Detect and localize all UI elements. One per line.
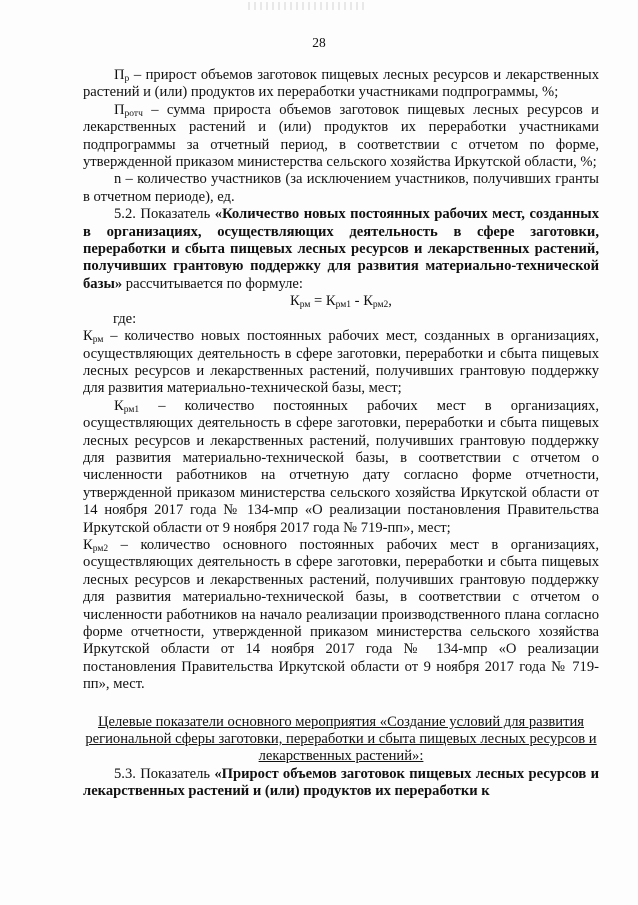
indicator-title: «Количество новых постоянных рабочих мест, созданных в организациях, осуществляющих деятельность в сфере заготовки, переработки и сбыта пищевых лесных ресурсов и лекарственных растений, получивших грантовую поддержку для развития материально-технической базы» [83,206,600,292]
indicator-lead: 5.3. Показатель [114,765,215,782]
section-heading [83,714,599,766]
formula-subscript: рм [299,300,311,311]
formula-subscript: рм1 [335,300,352,311]
symbol: К [114,397,124,414]
definition-n: n – количество участников (за исключением участников, получивших гранты в отчетном периоде), ед. [83,171,599,205]
indicator-title: «Прирост объемов заготовок пищевых лесных ресурсов и лекарственных растений и (или) продуктов их переработки к [83,765,599,800]
definition-text: – количество основного постоянных рабочих мест в организациях, осуществляющих деятельность в сфере заготовки, переработки и сбыта пищевых лесных ресурсов и лекарственных растений, получивших грантовую поддержку для развития материально-технической базы, в соответствии с отчетом о численности работников на начало реализации производственного плана согласно форме отчетности, утвержденной приказом министерства сельского хозяйства Иркутской области от 14 ноября 2017 года № 134-мпр «О реализации постановления Правительства Иркутской области от 9 ноября 2017 года № 719-пп», мест. [83,536,599,693]
definition-protch [83,102,599,172]
symbol-subscript: рм [92,335,104,346]
symbol: К [83,328,93,345]
definition-krm [83,328,599,398]
page-number: 28 [312,35,326,50]
formula-symbol: = К [310,293,336,310]
indicator-lead: 5.2. Показатель [114,206,215,223]
definition-text: – количество новых постоянных рабочих мест, созданных в организациях, осуществляющих деятельность в сфере заготовки, переработки и сбыта пищевых лесных ресурсов и лекарственных растений, получивших грантовую поддержку для развития материально-технической базы, мест; [83,328,599,397]
formula-symbol: К [290,293,300,310]
indicator-5-3 [83,766,599,801]
formula [83,293,599,310]
symbol-subscript: рм2 [92,543,109,554]
symbol: П [114,67,125,83]
formula-subscript: рм2 [372,300,389,311]
indicator-5-2 [83,206,599,293]
symbol: П [114,101,125,118]
section-heading-text: Целевые показатели основного мероприятия «Создание условий для развития региональной сферы заготовки, переработки и сбыта пищевых лесных ресурсов и лекарственных растений»: [85,713,597,765]
formula-punct: , [388,293,392,310]
definition-krm1 [83,398,599,537]
formula-symbol: - К [351,293,373,310]
symbol: К [83,536,93,553]
definition-text: – сумма прироста объемов заготовок пищевых лесных ресурсов и лекарственных растений и (или) продуктов их переработки участниками подпрограммы за отчетный период, в соответствии с отчетом по форме, утвержденной приказом министерства сельского хозяйства Иркутской области, %; [83,101,599,171]
document-body [83,67,599,801]
scan-artifact [248,2,368,10]
definition-text: – прирост объемов заготовок пищевых лесных ресурсов и лекарственных растений и (или) продуктов их переработки участниками подпрограммы, %; [83,67,599,101]
indicator-tail: рассчитывается по формуле: [122,275,303,292]
symbol-subscript: р [124,74,130,84]
definition-pr [83,67,599,102]
where-label: где: [113,310,137,327]
section-gap [83,694,599,714]
symbol-subscript: ротч [124,108,143,119]
definition-krm2 [83,537,599,694]
symbol-subscript: рм1 [123,404,140,415]
definition-text: – количество постоянных рабочих мест в организациях, осуществляющих деятельность в сфере заготовки, переработки и сбыта пищевых лесных ресурсов и лекарственных растений, получивших грантовую поддержку для развития материально-технической базы, в соответствии с отчетом о численности работников на отчетную дату согласно форме отчетности, утвержденной приказом министерства сельского хозяйства Иркутской области от 14 ноября 2017 года № 134-мпр «О реализации постановления Правительства Иркутской области от 9 ноября 2017 года № 719-пп», мест; [83,397,599,536]
